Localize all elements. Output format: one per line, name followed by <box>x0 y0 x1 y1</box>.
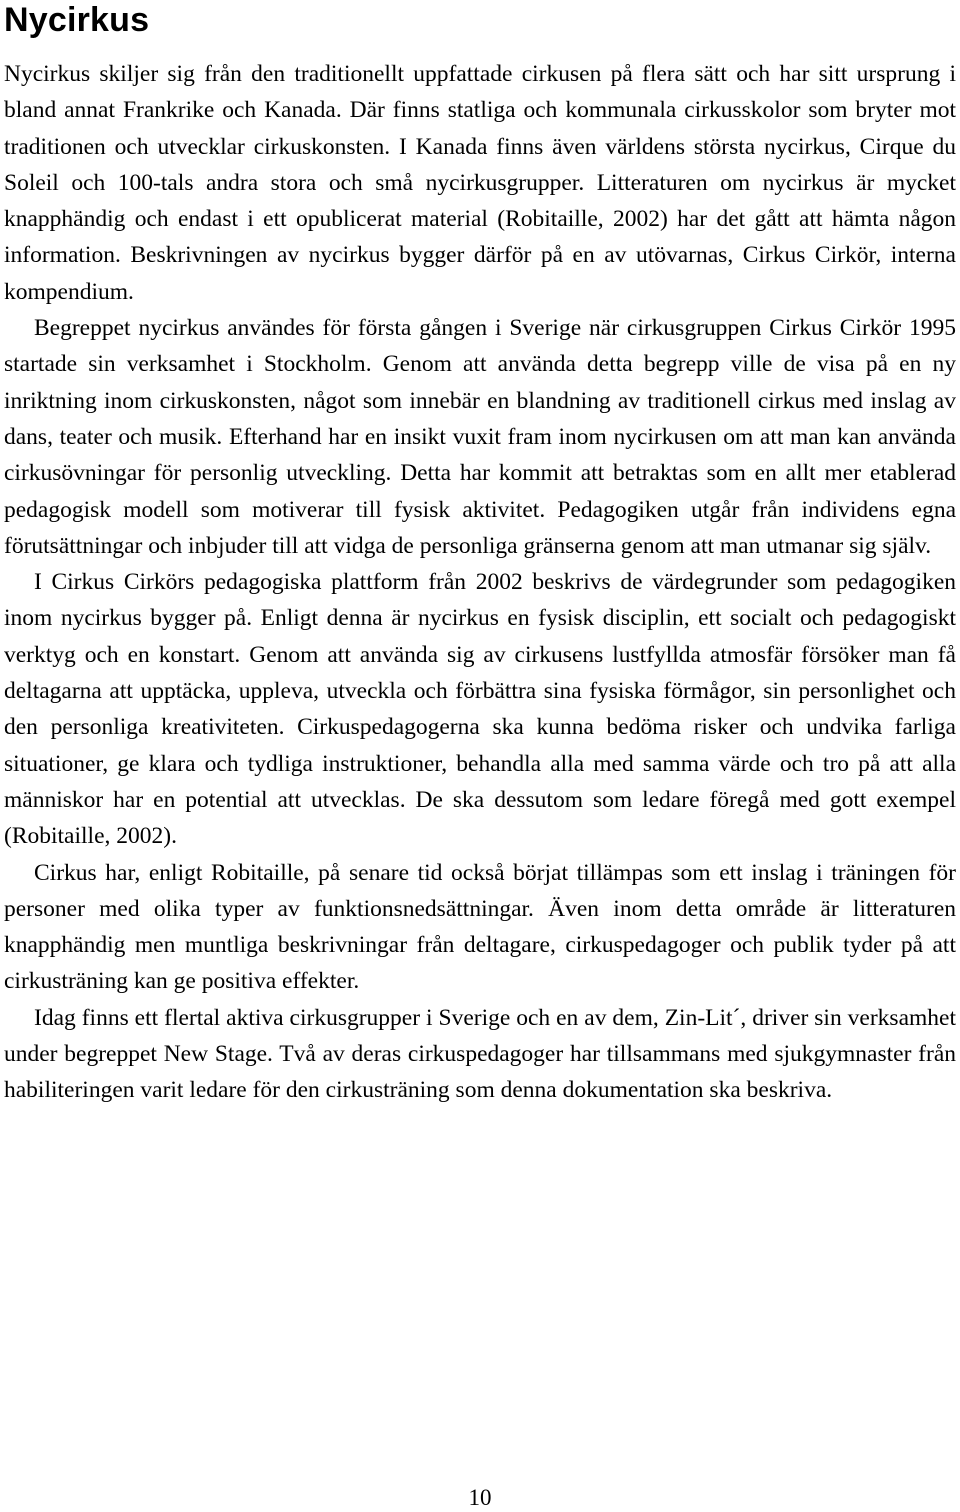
body-text <box>4 56 956 1109</box>
paragraph-funktionsnedsattningar: Cirkus har, enligt Robitaille, på senare tid också börjat tillämpas som ett inslag i träningen för personer med olika typer av funktionsnedsättningar. Även inom detta område är litteraturen knapphändig men muntliga beskrivningar från deltagare, cirkuspedagoger och publik tyder på att cirkusträning kan ge positiva effekter. <box>4 859 956 995</box>
paragraph-plattform: I Cirkus Cirkörs pedagogiska plattform från 2002 beskrivs de värdegrunder som pedagogiken inom nycirkus bygger på. Enligt denna är nycirkus en fysisk disciplin, ett socialt och pedagogiskt verktyg och en konstart. Genom att använda sig av cirkusens lustfyllda atmosfär försöker man få deltagarna att upptäcka, uppleva, utveckla och förbättra sina fysiska förmågor, sin personlighet och den personliga kreativiteten. Cirkuspedagogerna ska kunna bedöma risker och undvika farliga situationer, ge klara och tydliga instruktioner, behandla alla med samma värde och tro på att alla människor har en potential att utvecklas. De ska dessutom som ledare föregå med gott exempel (Robitaille, 2002). <box>4 569 956 850</box>
paragraph-zin-lit: Idag finns ett flertal aktiva cirkusgrupper i Sverige och en av dem, Zin-Lit´, driver sin verksamhet under begreppet New Stage. Två av deras cirkuspedagoger har tillsammans med sjukgymnaster från habiliteringen varit ledare för den cirkusträning som denna dokumentation ska beskriva. <box>4 1004 956 1104</box>
paragraph-begreppet: Begreppet nycirkus användes för första gången i Sverige när cirkusgruppen Cirkus Cirkör 1995 startade sin verksamhet i Stockholm. Genom att använda detta begrepp ville de visa på en ny inriktning inom cirkuskonsten, något som innebär en blandning av traditionell cirkus med inslag av dans, teater och musik. Efterhand har en insikt vuxit fram inom nycirkusen om att man kan använda cirkusövningar för personlig utveckling. Detta har kommit att betraktas som en allt mer etablerad pedagogisk modell som motiverar till fysisk aktivitet. Pedagogiken utgår från individens egna förutsättningar och inbjuder till att vidga de personliga gränserna genom att man utmanar sig själv. <box>4 315 956 559</box>
section-heading: Nycirkus <box>4 1 150 39</box>
paragraph-intro: Nycirkus skiljer sig från den traditionellt uppfattade cirkusen på flera sätt och har sitt ursprung i bland annat Frankrike och Kanada. Där finns statliga och kommunala cirkusskolor som bryter mot traditionen och utvecklar cirkuskonsten. I Kanada finns även världens största nycirkus, Cirque du Soleil och 100-tals andra stora och små nycirkusgrupper. Litteraturen om nycirkus är mycket knapphändig och endast i ett opublicerat material (Robitaille, 2002) har det gått att hämta någon information. Beskrivningen av nycirkus bygger därför på en av utövarnas, Cirkus Cirkör, interna kompendium. <box>4 61 956 305</box>
page-number: 10 <box>468 1485 492 1510</box>
